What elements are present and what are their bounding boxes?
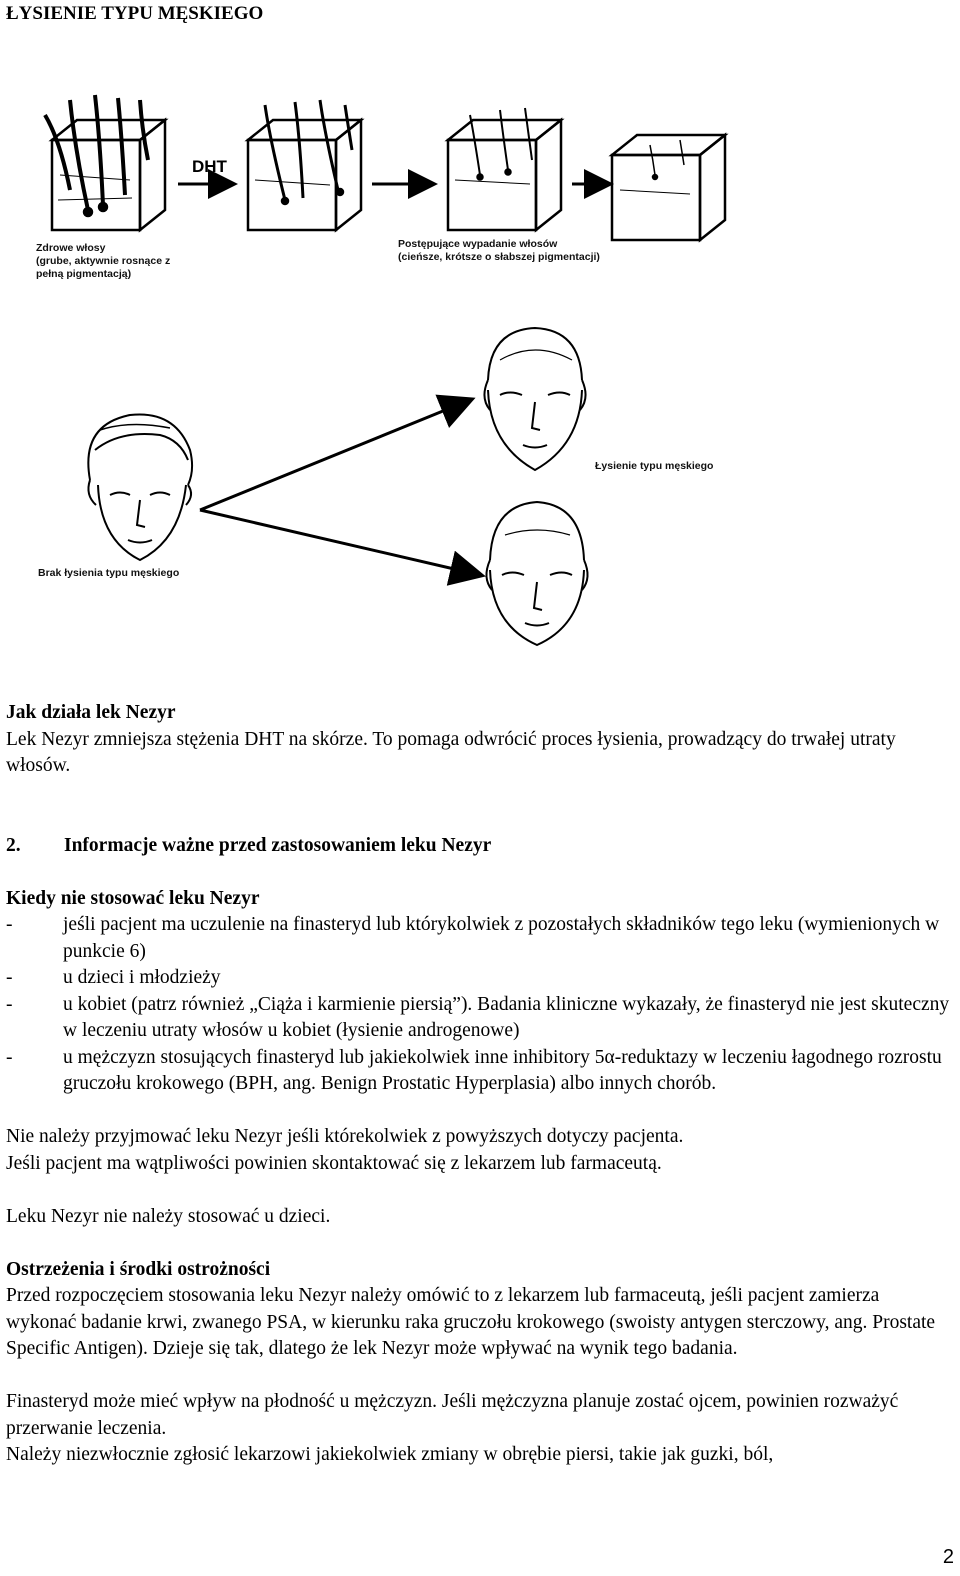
document-body [6,700,952,1469]
section-2-title: Informacje ważne przed zastosowaniem leku Nezyr [64,834,492,856]
healthy-caption-line-1: Zdrowe włosy [36,242,106,254]
page-number: 2 [942,1545,954,1568]
note-consult: Jeśli pacjent ma wątpliwości powinien skontaktować się z lekarzem lub farmaceutą. [6,1152,662,1174]
hair-cube-stage-2 [248,100,361,230]
list-dash: - [6,914,13,935]
contraindications-list [6,912,952,1098]
warnings-para-fertility: Finasteryd może mieć wpływ na płodność u mężczyzn. Jeśli mężczyzna planuje zostać ojcem, powinien rozważyć przerwanie leczenia. [6,1391,899,1439]
face-male-pattern-advanced [486,502,587,645]
list-dash: - [6,1046,13,1068]
list-item [6,965,952,992]
healthy-caption-line-2: (grube, aktywnie rosnące z [36,255,171,267]
how-it-works-text: Lek Nezyr zmniejsza stężenia DHT na skórze. To pomaga odwrócić proces łysienia, prowadzący do trwałej utraty włosów. [6,728,896,776]
healthy-hair-caption [36,242,170,281]
face-male-pattern [484,328,585,470]
list-item-text: u kobiet (patrz również „Ciąża i karmienie piersią”). Badania kliniczne wykazały, że finasteryd nie jest skuteczny w leczeniu utraty włosów u kobiet (łysienie androgenowe) [63,993,950,1041]
list-item [6,912,952,965]
section-2-number: 2. [6,834,21,856]
dht-label: DHT [192,157,227,176]
page-title: ŁYSIENIE TYPU MĘSKIEGO [6,3,264,24]
no-hair-loss-caption: Brak łysienia typu męskiego [38,567,180,579]
hair-loss-figure [0,80,960,290]
warnings-para-breast: Należy niezwłocznie zgłosić lekarzowi jakiekolwiek zmiany w obrębie piersi, takie jak guzki, ból, [6,1444,774,1465]
faces-illustration [0,320,960,660]
when-not-to-use-heading: Kiedy nie stosować leku Nezyr [6,887,260,909]
list-item-text: jeśli pacjent ma uczulenie na finasteryd lub którykolwiek z pozostałych składników tego leku (wymienionych w punkcie 6) [63,914,940,962]
section-2-heading [6,833,952,860]
hair-cube-stage-4 [612,135,725,240]
how-it-works-heading: Jak działa lek Nezyr [6,702,176,723]
list-item-text: u mężczyzn stosujących finasteryd lub jakiekolwiek inne inhibitory 5α-reduktazy w leczeniu łagodnego rozrostu gruczołu krokowego (BPH, ang. Benign Prostatic Hyperplasia) albo innych chorób. [63,1046,942,1094]
faces-figure [0,320,960,660]
male-pattern-caption: Łysienie typu męskiego [595,460,714,472]
note-do-not-take: Nie należy przyjmować leku Nezyr jeśli którekolwiek z powyższych dotyczy pacjenta. [6,1126,684,1147]
hair-cube-healthy [45,95,165,230]
hair-loss-caption [398,238,600,264]
warnings-para-psa: Przed rozpoczęciem stosowania leku Nezyr należy omówić to z lekarzem lub farmaceutą, jeśli pacjent zamierza wykonać badanie krwi, zwanego PSA, w kierunku raka gruczołu krokowego (swoisty antygen sterczowy, ang. Prostate Specific Antigen). Dzieje się tak, dlatego że lek Nezyr może wpływać na wynik tego badania. [6,1285,936,1359]
face-no-hair-loss [88,414,192,560]
warnings-heading: Ostrzeżenia i środki ostrożności [6,1258,271,1280]
list-item [6,992,952,1045]
list-item-text: u dzieci i młodzieży [63,967,221,988]
list-dash: - [6,967,13,988]
loss-caption-line-2: (cieńsze, krótsze o słabszej pigmentacji) [398,251,600,263]
list-item [6,1045,952,1098]
healthy-caption-line-3: pełną pigmentacją) [36,268,132,280]
list-dash: - [6,993,13,1015]
loss-caption-line-1: Postępujące wypadanie włosów [398,238,558,250]
hair-cube-stage-3 [448,108,561,230]
note-children: Leku Nezyr nie należy stosować u dzieci. [6,1205,331,1227]
